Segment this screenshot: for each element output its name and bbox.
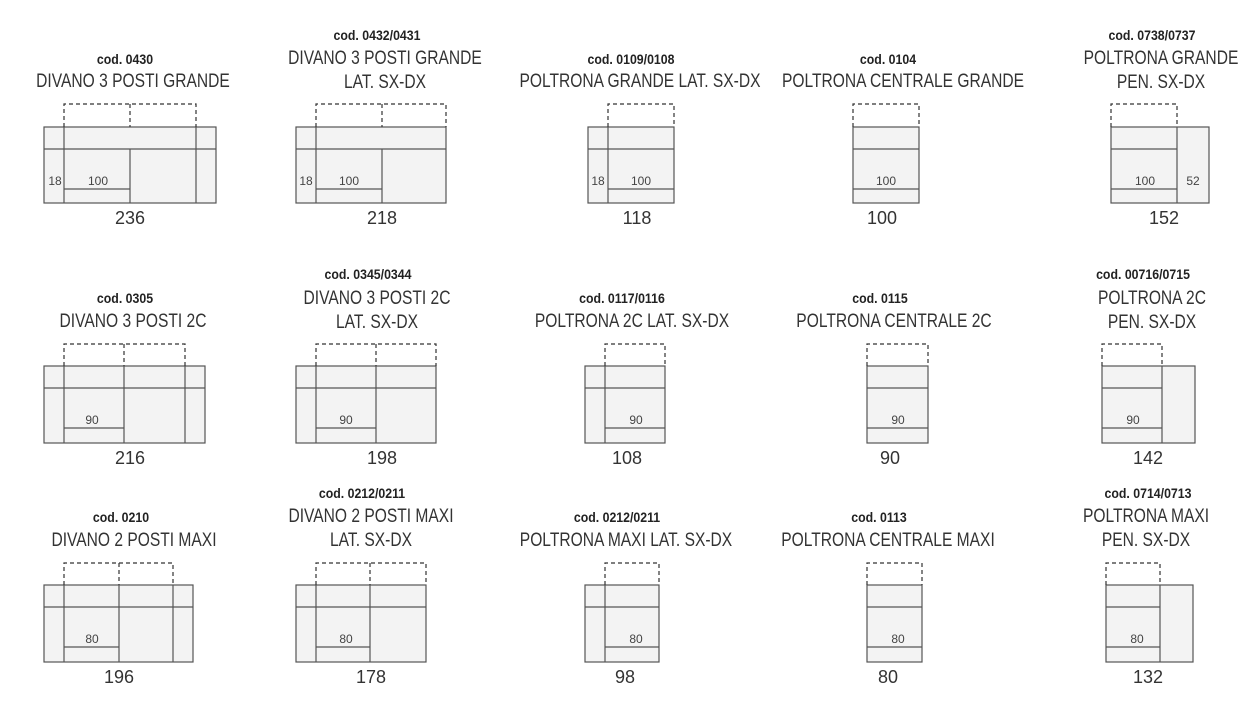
module-name-line2: PEN. SX-DX — [1107, 312, 1197, 333]
module-name: POLTRONA 2C — [1098, 288, 1206, 309]
module-code: cod. 0345/0344 — [324, 266, 412, 282]
module-name: DIVANO 3 POSTI 2C — [303, 288, 451, 309]
module-code: cod. 00716/0715 — [1096, 266, 1190, 282]
dimension-label: 90 — [891, 413, 905, 427]
module-name: POLTRONA CENTRALE GRANDE — [781, 71, 1025, 92]
dimension-label: 80 — [1130, 632, 1144, 646]
dimension-label: 90 — [339, 413, 353, 427]
total-width: 216 — [114, 448, 146, 468]
total-width: 218 — [366, 208, 398, 228]
module-0714-drawing — [1106, 563, 1193, 662]
dimension-label: 100 — [630, 174, 652, 188]
module-0212-sofa-drawing — [296, 563, 426, 662]
dimension-label: 18 — [299, 174, 313, 188]
total-width: 100 — [866, 208, 898, 228]
dimension-label: 80 — [85, 632, 99, 646]
module-0109-drawing — [588, 104, 674, 203]
module-code: cod. 0109/0108 — [587, 51, 675, 67]
module-code: cod. 0210 — [92, 509, 150, 525]
total-width: 236 — [114, 208, 146, 228]
dimension-label: 100 — [1134, 174, 1156, 188]
total-width: 108 — [611, 448, 643, 468]
total-width: 90 — [879, 448, 901, 468]
module-name: POLTRONA CENTRALE 2C — [796, 311, 992, 332]
module-code: cod. 0117/0116 — [579, 290, 665, 306]
module-code: cod. 0113 — [851, 509, 907, 525]
dimension-label: 90 — [85, 413, 99, 427]
module-0432-drawing — [296, 104, 446, 203]
module-0738-drawing — [1111, 104, 1209, 203]
module-0430-drawing — [44, 104, 216, 203]
module-0115-drawing — [867, 344, 928, 443]
module-code: cod. 0212/0211 — [573, 509, 661, 525]
module-code: cod. 0305 — [96, 290, 154, 306]
total-width: 142 — [1132, 448, 1164, 468]
module-name: DIVANO 2 POSTI MAXI — [288, 506, 454, 527]
dimension-label: 52 — [1186, 174, 1200, 188]
module-code: cod. 0430 — [96, 51, 154, 67]
module-name: POLTRONA MAXI — [1082, 506, 1210, 527]
module-name: POLTRONA CENTRALE MAXI — [781, 530, 995, 551]
total-width: 198 — [366, 448, 398, 468]
total-width: 178 — [355, 667, 387, 687]
dimension-label: 100 — [87, 174, 109, 188]
module-name: POLTRONA GRANDE LAT. SX-DX — [519, 71, 761, 92]
total-width: 118 — [622, 208, 652, 228]
module-code: cod. 0738/0737 — [1108, 27, 1196, 43]
module-code: cod. 0115 — [852, 290, 908, 306]
total-width: 80 — [877, 667, 899, 687]
dimension-label: 90 — [1126, 413, 1140, 427]
module-0345-drawing — [296, 344, 436, 443]
module-code: cod. 0432/0431 — [333, 27, 421, 43]
dimension-label: 80 — [339, 632, 353, 646]
total-width: 98 — [614, 667, 636, 687]
module-name-line2: LAT. SX-DX — [336, 312, 418, 333]
module-0305-drawing — [44, 344, 205, 443]
module-name: DIVANO 2 POSTI MAXI — [51, 530, 217, 551]
module-0113-drawing — [867, 563, 922, 662]
dimension-label: 80 — [629, 632, 643, 646]
module-name-line2: PEN. SX-DX — [1116, 72, 1206, 93]
module-0210-drawing — [44, 563, 193, 662]
module-name-line2: LAT. SX-DX — [344, 72, 426, 93]
module-code: cod. 0714/0713 — [1104, 485, 1192, 501]
dimension-label: 80 — [891, 632, 905, 646]
module-name: POLTRONA GRANDE — [1083, 48, 1239, 69]
total-width: 132 — [1132, 667, 1164, 687]
module-0104-drawing — [853, 104, 919, 203]
dimension-label: 18 — [48, 174, 62, 188]
dimension-label: 100 — [875, 174, 897, 188]
module-0212-armchair-drawing — [585, 563, 659, 662]
module-0117-drawing — [585, 344, 665, 443]
module-name: DIVANO 3 POSTI GRANDE — [36, 71, 230, 92]
module-name: DIVANO 3 POSTI 2C — [59, 311, 207, 332]
dimension-label: 100 — [338, 174, 360, 188]
dimension-label: 18 — [591, 174, 605, 188]
module-code: cod. 0212/0211 — [318, 485, 406, 501]
module-name: POLTRONA 2C LAT. SX-DX — [534, 311, 730, 332]
dimension-label: 90 — [629, 413, 643, 427]
module-name-line2: LAT. SX-DX — [330, 530, 412, 551]
module-code: cod. 0104 — [859, 51, 917, 67]
total-width: 196 — [103, 667, 135, 687]
module-0716-drawing — [1102, 344, 1195, 443]
total-width: 152 — [1148, 208, 1180, 228]
module-name: POLTRONA MAXI LAT. SX-DX — [519, 530, 733, 551]
module-name: DIVANO 3 POSTI GRANDE — [288, 48, 482, 69]
module-name-line2: PEN. SX-DX — [1101, 530, 1191, 551]
